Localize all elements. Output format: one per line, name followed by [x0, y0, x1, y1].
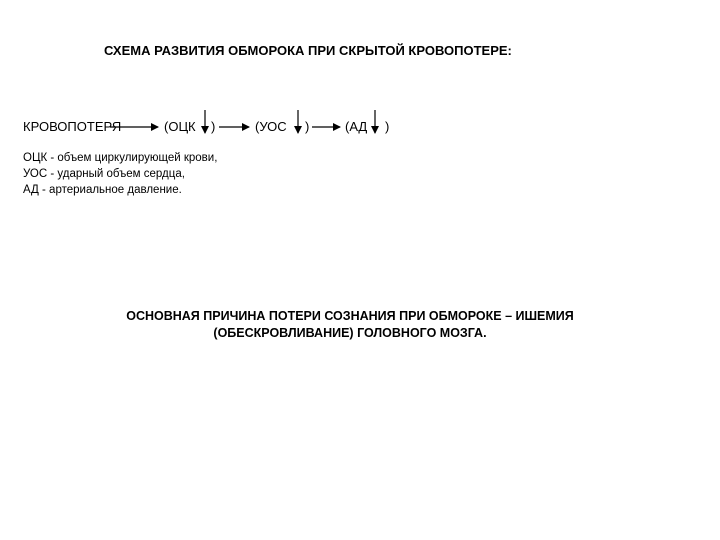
ad-close-paren: ) [385, 119, 390, 134]
legend-item: АД - артериальное давление. [23, 184, 182, 196]
scheme-title: СХЕМА РАЗВИТИЯ ОБМОРОКА ПРИ СКРЫТОЙ КРОВОПОТЕРЕ: [104, 43, 512, 58]
abbreviation-legend [23, 150, 217, 198]
blood-loss-label: КРОВОПОТЕРЯ [23, 119, 122, 134]
ock-close-paren: ) [211, 119, 216, 134]
ad-label: (АД [345, 119, 368, 134]
conclusion-line: ОСНОВНАЯ ПРИЧИНА ПОТЕРИ СОЗНАНИЯ ПРИ ОБМОРОКЕ – ИШЕМИЯ [126, 309, 574, 323]
conclusion-line: (ОБЕСКРОВЛИВАНИЕ) ГОЛОВНОГО МОЗГА. [213, 326, 487, 340]
conclusion-text [0, 308, 700, 342]
legend-item: ОЦК - объем циркулирующей крови, [23, 152, 218, 164]
uos-close-paren: ) [305, 119, 310, 134]
legend-item: УОС - ударный объем сердца, [23, 168, 185, 180]
ock-label: (ОЦК [164, 119, 196, 134]
uos-label: (УОС [255, 119, 287, 134]
